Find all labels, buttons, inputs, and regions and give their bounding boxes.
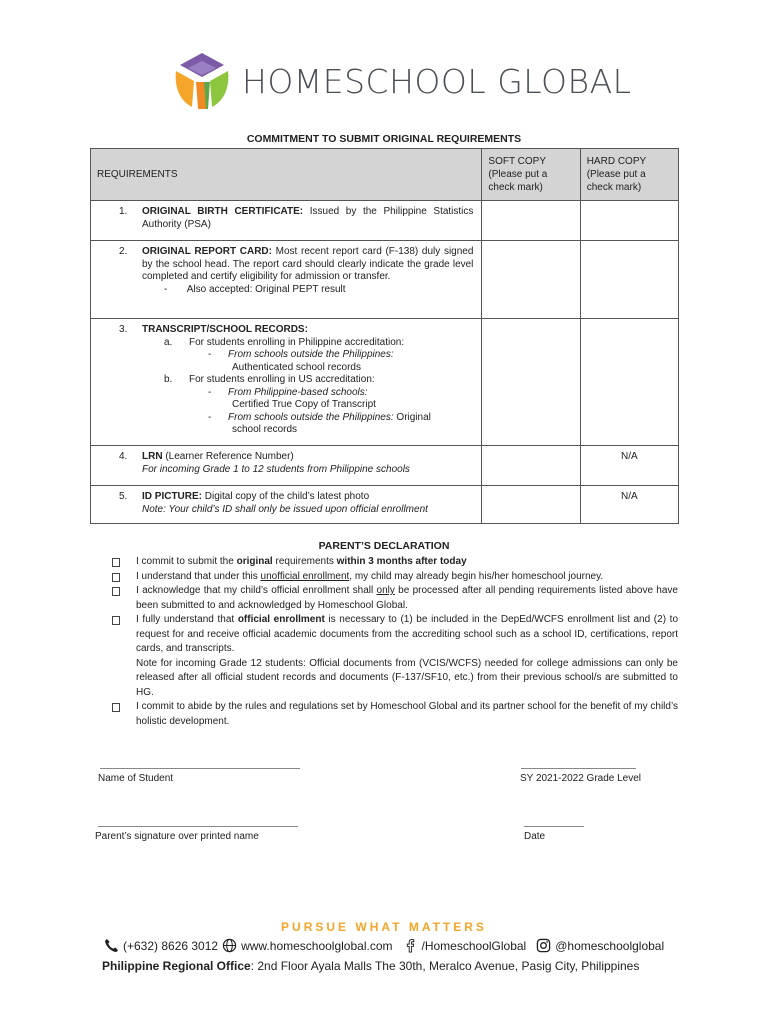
row-number: 5.: [119, 491, 128, 502]
soft-copy-checkbox-cell[interactable]: [482, 486, 580, 524]
requirement-extra: Also accepted: Original PEPT result: [186, 283, 346, 295]
document-title: COMMITMENT TO SUBMIT ORIGINAL REQUIREMENTS: [246, 133, 522, 145]
instagram-icon: [536, 938, 551, 953]
row-number: 4.: [119, 451, 128, 462]
requirement-cell: [91, 446, 482, 486]
phone-number: (+632) 8626 3012: [123, 938, 219, 953]
requirement-cell: [91, 201, 482, 241]
declaration-note: Note for incoming Grade 12 students: Official documents from (VCIS/WCFS) needed for college admissions can only be released after all official student records and documents (F-137/SF10, etc.) from their previous school/s are submitted to HG.: [136, 657, 678, 698]
header-hard-copy: HARD COPY (Please put a check mark): [580, 149, 678, 201]
soft-copy-checkbox-cell[interactable]: [482, 241, 580, 319]
hard-copy-checkbox-cell[interactable]: [580, 319, 678, 446]
footer-tagline: PURSUE WHAT MATTERS: [281, 920, 487, 934]
checkbox-icon[interactable]: [112, 616, 120, 625]
globe-icon: [222, 938, 237, 953]
hard-copy-checkbox-cell[interactable]: [580, 241, 678, 319]
requirement-title: ORIGINAL REPORT CARD:: [142, 246, 272, 257]
facebook-icon: [403, 938, 418, 953]
header-requirements: REQUIREMENTS: [91, 149, 482, 201]
sub-text: Certified True Copy of Transcript: [232, 399, 376, 410]
parent-signature-line[interactable]: [98, 826, 298, 827]
hard-copy-checkbox-cell[interactable]: [580, 201, 678, 241]
phone-icon: [104, 938, 119, 953]
facebook-handle[interactable]: /HomeschoolGlobal: [421, 938, 527, 953]
office-label: Philippine Regional Office: [102, 959, 251, 973]
sub-italic: From Philippine-based schools:: [228, 386, 368, 398]
parent-signature-label: Parent’s signature over printed name: [95, 831, 259, 842]
row-number: 3.: [119, 324, 128, 335]
hard-copy-na: N/A: [580, 486, 678, 524]
table-row: [91, 446, 679, 486]
student-name-label: Name of Student: [98, 773, 174, 784]
sub-text: school records: [232, 424, 298, 435]
contact-bar: [104, 938, 684, 953]
office-address-text: : 2nd Floor Ayala Malls The 30th, Meralco Avenue, Pasig City, Philippines: [250, 959, 640, 973]
instagram-handle[interactable]: @homeschoolglobal: [555, 938, 665, 953]
requirement-cell: 3. TRANSCRIPT/SCHOOL RECORDS: a. For students enrolling in Philippine accreditation: - From schools outside the Philippines: Authenticated school records b. For students enrolling in US accreditation: - From Philippine-based schools: Certified True Copy of Transcript - From schools outside the Philippines: Original school records: [91, 319, 482, 446]
student-name-line[interactable]: [100, 768, 300, 769]
row-number: 1.: [119, 206, 128, 217]
homeschool-global-logo-icon: [170, 49, 234, 113]
declaration-item: I commit to abide by the rules and regulations set by Homeschool Global and its partner school for the benefit of my child’s holistic development.: [110, 700, 678, 729]
sub-italic: From schools outside the Philippines:: [228, 411, 394, 423]
sub-italic: From schools outside the Philippines:: [228, 349, 394, 360]
requirement-text: Issued by the Philippine Statistics Authority (PSA): [142, 206, 474, 230]
table-header-row: [91, 149, 679, 201]
checkbox-icon[interactable]: [112, 558, 120, 567]
sub-label: b.: [164, 374, 173, 385]
declaration-item: I acknowledge that my child’s official enrollment shall only be processed after all pending requirements listed above have been submitted to and acknowledged by Homeschool Global.: [110, 584, 678, 613]
soft-copy-checkbox-cell[interactable]: [482, 319, 580, 446]
sub-text: Authenticated school records: [232, 361, 361, 373]
logo: [170, 48, 632, 114]
requirement-note: For incoming Grade 1 to 12 students from Philippine schools: [142, 463, 410, 475]
requirement-title: LRN: [142, 451, 163, 462]
table-row: [91, 486, 679, 524]
hard-copy-na: N/A: [580, 446, 678, 486]
grade-level-label: SY 2021-2022 Grade Level: [520, 773, 642, 784]
declaration-item: I understand that under this unofficial enrollment, my child may already begin his/her homeschool journey.: [110, 570, 678, 585]
requirement-title: ID PICTURE:: [142, 491, 202, 502]
declaration-item: I commit to submit the original requirements within 3 months after today: [110, 555, 678, 570]
table-row: [91, 319, 679, 446]
brand-name: HOMESCHOOL GLOBAL: [242, 61, 632, 101]
date-label: Date: [524, 831, 546, 842]
sub-text: Original: [393, 411, 431, 423]
requirement-cell: [91, 486, 482, 524]
header-soft-copy: SOFT COPY (Please put a check mark): [482, 149, 580, 201]
declaration-item: I fully understand that official enrollment is necessary to (1) be included in the DepEd/WCFS enrollment list and (2) to request for and receive official academic documents from the accrediting school such as a school ID, certifications, report cards, and transcripts. Note for incoming Grade 12 students: Official documents from (VCIS/WCFS) needed for college admissions can only be released after all official student records and documents (F-137/SF10, etc.) from their previous school/s are submitted to HG.: [110, 613, 678, 700]
table-row: [91, 201, 679, 241]
requirements-table: [90, 148, 679, 524]
checkbox-icon[interactable]: [112, 587, 120, 596]
requirement-text: Digital copy of the child’s latest photo: [202, 491, 370, 502]
declaration-list: [110, 555, 678, 729]
date-line[interactable]: [524, 826, 584, 827]
soft-copy-checkbox-cell[interactable]: [482, 201, 580, 241]
sub-text: For students enrolling in US accreditation:: [189, 374, 375, 385]
declaration-title: PARENT’S DECLARATION: [318, 540, 450, 552]
requirement-note: Note: Your child’s ID shall only be issued upon official enrollment: [142, 503, 428, 515]
website-link[interactable]: www.homeschoolglobal.com: [241, 938, 393, 953]
requirement-title: ORIGINAL BIRTH CERTIFICATE:: [142, 206, 304, 217]
office-address: [102, 959, 639, 973]
checkbox-icon[interactable]: [112, 703, 120, 712]
sub-label: a.: [164, 336, 173, 348]
requirement-text: Most recent report card (F-138) duly signed by the school head. The report card should clearly indicate the grade level completed and certify eligibility for admission or transfer.: [142, 246, 474, 282]
sub-text: For students enrolling in Philippine accreditation:: [189, 336, 405, 348]
row-number: 2.: [119, 246, 128, 257]
table-row: [91, 241, 679, 319]
soft-copy-checkbox-cell[interactable]: [482, 446, 580, 486]
requirement-title: TRANSCRIPT/SCHOOL RECORDS:: [142, 324, 308, 335]
grade-level-line[interactable]: [521, 768, 636, 769]
checkbox-icon[interactable]: [112, 573, 120, 582]
requirement-cell: 2. ORIGINAL REPORT CARD: Most recent report card (F-138) duly signed by the school head. The report card should clearly indicate the grade level completed and certify eligibility for admission or transfer. - Also accepted: Original PEPT result: [91, 241, 482, 319]
requirement-text: (Learner Reference Number): [162, 451, 294, 462]
